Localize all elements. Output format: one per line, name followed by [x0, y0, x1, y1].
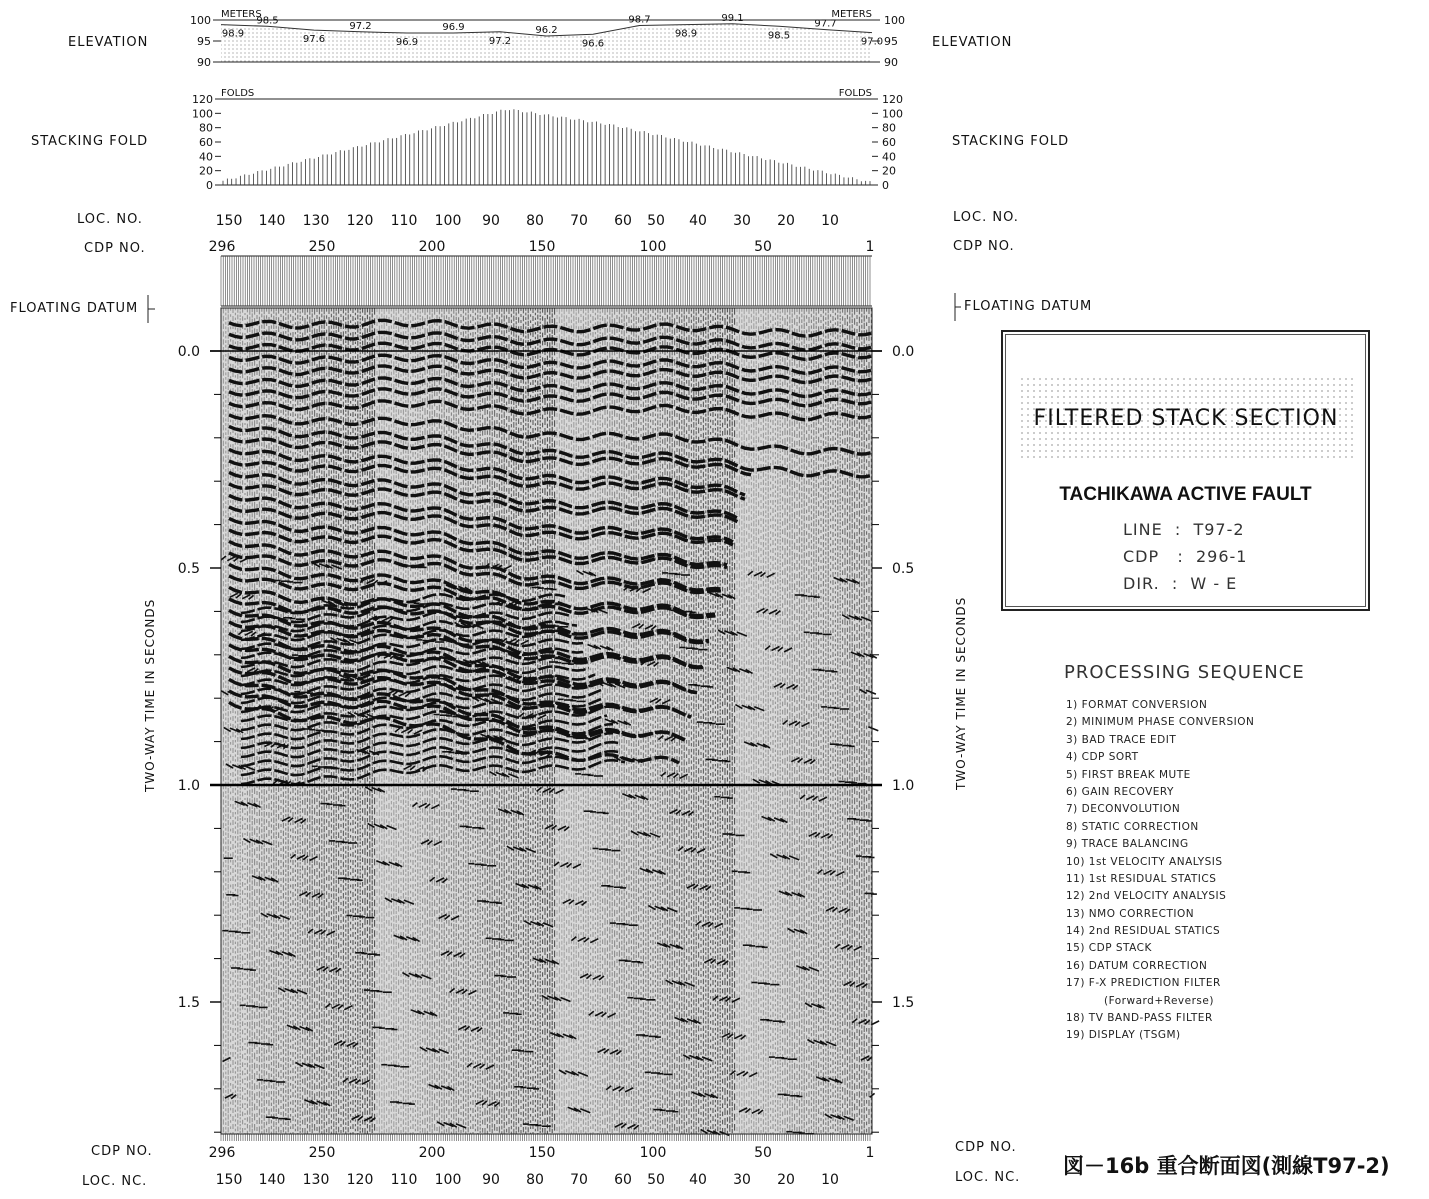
processing-steps: [1066, 697, 1254, 1045]
loc-number-top: 100: [434, 213, 462, 229]
processing-step: 1) FORMAT CONVERSION: [1066, 699, 1208, 711]
processing-step: 6) GAIN RECOVERY: [1066, 785, 1174, 798]
fold-tick-label-left: 0: [206, 179, 213, 192]
loc-number-bottom: 110: [390, 1172, 418, 1188]
elev-value-label: 98.5: [767, 30, 791, 42]
cdp-number-bottom: 50: [754, 1145, 772, 1161]
elev-value-label: 98.5: [256, 15, 279, 27]
loc-number-bottom: 70: [570, 1172, 588, 1188]
time-label-left: 1.5: [177, 995, 200, 1011]
processing-step: 2) MINIMUM PHASE CONVERSION: [1066, 716, 1255, 729]
elev-value-label: 98.9: [221, 28, 245, 40]
time-label-right: 1.5: [892, 995, 915, 1011]
loc-number-bottom: 120: [346, 1172, 374, 1188]
cdp-number-top: 100: [639, 239, 667, 255]
loc-number-top: 30: [733, 213, 751, 229]
loc-no-label-right: LOC. NO.: [953, 210, 1019, 225]
elev-tick-label-left: 95: [197, 35, 211, 48]
cdp-number-top: 1: [865, 239, 875, 255]
time-axis-label-left: TWO-WAY TIME IN SECONDS: [143, 598, 157, 792]
loc-number-bottom: 150: [215, 1172, 243, 1188]
stacking-fold-label-right: STACKING FOLD: [952, 134, 1070, 149]
elev-tick-label-right: 90: [884, 56, 898, 69]
elev-value-label: 98.7: [628, 14, 651, 26]
line-info: LINE : T97-2: [1123, 520, 1245, 539]
fold-tick-label-right: 40: [882, 150, 896, 164]
processing-title: PROCESSING SEQUENCE: [1064, 662, 1305, 683]
loc-no-label-left: LOC. NO.: [77, 212, 143, 227]
time-label-right: 0.0: [892, 344, 915, 360]
elev-value-label: 98.9: [674, 28, 698, 40]
elev-value-label: 97.7: [814, 18, 837, 30]
processing-step: 16) DATUM CORRECTION: [1066, 959, 1208, 972]
processing-step: 8) STATIC CORRECTION: [1066, 820, 1199, 833]
cdp-no-label-right: CDP NO.: [953, 239, 1015, 254]
elev-value-label: 96.6: [581, 38, 605, 50]
loc-no-label-bottom-left: LOC. NC.: [82, 1174, 148, 1189]
loc-number-top: 80: [526, 213, 544, 229]
title-box: [1001, 330, 1370, 611]
fold-tick-label-left: 120: [192, 93, 213, 106]
processing-step: 9) TRACE BALANCING: [1066, 838, 1189, 851]
processing-step: 10) 1st VELOCITY ANALYSIS: [1066, 855, 1223, 868]
cdp-number-bottom: 100: [639, 1145, 667, 1161]
cdp-number-top: 296: [208, 239, 236, 255]
loc-number-top: 10: [821, 213, 839, 229]
loc-no-label-bottom-right: LOC. NC.: [955, 1170, 1021, 1185]
loc-number-top: 150: [215, 213, 243, 229]
elev-value-label: 99.1: [721, 12, 744, 24]
time-label-right: 0.5: [892, 561, 915, 577]
loc-number-top: 120: [346, 213, 374, 229]
stacking-fold-label-left: STACKING FOLD: [31, 134, 149, 149]
loc-number-top: 140: [258, 213, 286, 229]
loc-number-bottom: 140: [258, 1172, 286, 1188]
time-axis-label-right: TWO-WAY TIME IN SECONDS: [954, 596, 968, 790]
loc-number-top: 130: [302, 213, 330, 229]
elev-value-label: 96.9: [395, 37, 419, 49]
cdp-info: CDP : 296-1: [1123, 547, 1248, 566]
fold-tick-label-left: 40: [199, 150, 213, 164]
cdp-number-bottom: 296: [208, 1145, 236, 1161]
elev-value-label: 97.0: [860, 36, 884, 48]
fold-tick-label-left: 20: [199, 164, 213, 178]
time-label-left: 1.0: [177, 778, 200, 794]
time-label-right: 1.0: [892, 778, 915, 794]
loc-number-top: 70: [570, 213, 588, 229]
loc-number-bottom: 10: [821, 1172, 839, 1188]
elev-value-label: 97.2: [349, 20, 372, 32]
elevation-label-right: ELEVATION: [932, 35, 1013, 50]
processing-step: 7) DECONVOLUTION: [1066, 803, 1181, 816]
cdp-no-label-left: CDP NO.: [84, 241, 146, 256]
loc-number-bottom: 50: [647, 1172, 665, 1188]
cdp-number-bottom: 200: [418, 1145, 446, 1161]
processing-step: 3) BAD TRACE EDIT: [1066, 733, 1177, 746]
fold-tick-label-right: 120: [882, 93, 903, 106]
loc-number-bottom: 80: [526, 1172, 544, 1188]
elev-value-label: 97.6: [302, 34, 326, 46]
dir-info: DIR. : W - E: [1123, 574, 1238, 593]
fold-tick-label-right: 100: [882, 107, 903, 121]
floating-datum-label-left: FLOATING DATUM: [10, 301, 139, 316]
fold-tick-label-right: 20: [882, 164, 896, 178]
elev-value-label: 96.2: [535, 24, 558, 36]
elev-tick-label-right: 100: [884, 14, 905, 27]
processing-step: 12) 2nd VELOCITY ANALYSIS: [1066, 890, 1227, 903]
elev-value-label: 96.9: [442, 22, 465, 34]
time-label-left: 0.5: [177, 561, 200, 577]
processing-step: 19) DISPLAY (TSGM): [1066, 1029, 1181, 1042]
loc-number-bottom: 60: [614, 1172, 632, 1188]
cdp-number-top: 200: [418, 239, 446, 255]
folds-label-left: FOLDS: [221, 88, 255, 99]
stacking-fold-panel: [192, 88, 903, 192]
cdp-number-top: 50: [754, 239, 772, 255]
cdp-number-bottom: 250: [308, 1145, 336, 1161]
fold-tick-label-left: 60: [199, 136, 213, 149]
cdp-no-label-bottom-left: CDP NO.: [91, 1144, 153, 1159]
meters-label-right: METERS: [831, 9, 872, 20]
fold-tick-label-left: 100: [192, 107, 213, 121]
loc-number-bottom: 40: [689, 1172, 707, 1188]
loc-number-bottom: 90: [482, 1172, 500, 1188]
processing-step: 5) FIRST BREAK MUTE: [1066, 768, 1191, 781]
loc-number-bottom: 100: [434, 1172, 462, 1188]
cdp-number-top: 150: [528, 239, 556, 255]
processing-step: 18) TV BAND-PASS FILTER: [1066, 1012, 1213, 1025]
loc-number-top: 60: [614, 213, 632, 229]
processing-step: 11) 1st RESIDUAL STATICS: [1066, 872, 1217, 885]
processing-step: 15) CDP STACK: [1066, 942, 1152, 955]
section-title-panel: [1019, 376, 1353, 458]
seismic-section: [221, 308, 879, 1136]
floating-datum-label-right: FLOATING DATUM: [964, 299, 1093, 314]
loc-number-bottom: 30: [733, 1172, 751, 1188]
processing-step: 17) F-X PREDICTION FILTER: [1066, 977, 1221, 990]
folds-label-right: FOLDS: [838, 88, 872, 99]
elev-value-label: 97.2: [488, 35, 512, 47]
loc-number-top: 50: [647, 213, 665, 229]
fault-name: TACHIKAWA ACTIVE FAULT: [1059, 484, 1312, 505]
fold-tick-label-right: 80: [882, 121, 896, 135]
loc-number-top: 40: [689, 213, 707, 229]
loc-number-top: 90: [482, 213, 500, 229]
fold-tick-label-right: 60: [882, 136, 896, 149]
loc-number-bottom: 20: [777, 1172, 795, 1188]
cdp-number-bottom: 150: [528, 1145, 556, 1161]
loc-number-top: 110: [390, 213, 418, 229]
fold-tick-label-right: 0: [882, 179, 889, 192]
figure-caption: 図－16b 重合断面図(測線T97-2): [1063, 1154, 1390, 1178]
processing-step: 14) 2nd RESIDUAL STATICS: [1066, 925, 1221, 938]
cdp-no-label-bottom-right: CDP NO.: [955, 1140, 1017, 1155]
loc-number-top: 20: [777, 213, 795, 229]
processing-step: (Forward+Reverse): [1104, 994, 1214, 1007]
cdp-number-bottom: 1: [865, 1145, 875, 1161]
processing-step: 4) CDP SORT: [1066, 751, 1139, 764]
processing-step: 13) NMO CORRECTION: [1066, 907, 1195, 920]
elev-tick-label-left: 100: [190, 14, 211, 27]
elev-tick-label-right: 95: [884, 35, 898, 48]
meters-label-left: METERS: [221, 9, 262, 20]
loc-number-bottom: 130: [302, 1172, 330, 1188]
time-label-left: 0.0: [177, 344, 200, 360]
cdp-number-top: 250: [308, 239, 336, 255]
elev-tick-label-left: 90: [197, 56, 211, 69]
fold-tick-label-left: 80: [199, 121, 213, 135]
elevation-label-left: ELEVATION: [68, 35, 149, 50]
section-title: FILTERED STACK SECTION: [1033, 406, 1339, 431]
elevation-panel: [190, 9, 905, 69]
